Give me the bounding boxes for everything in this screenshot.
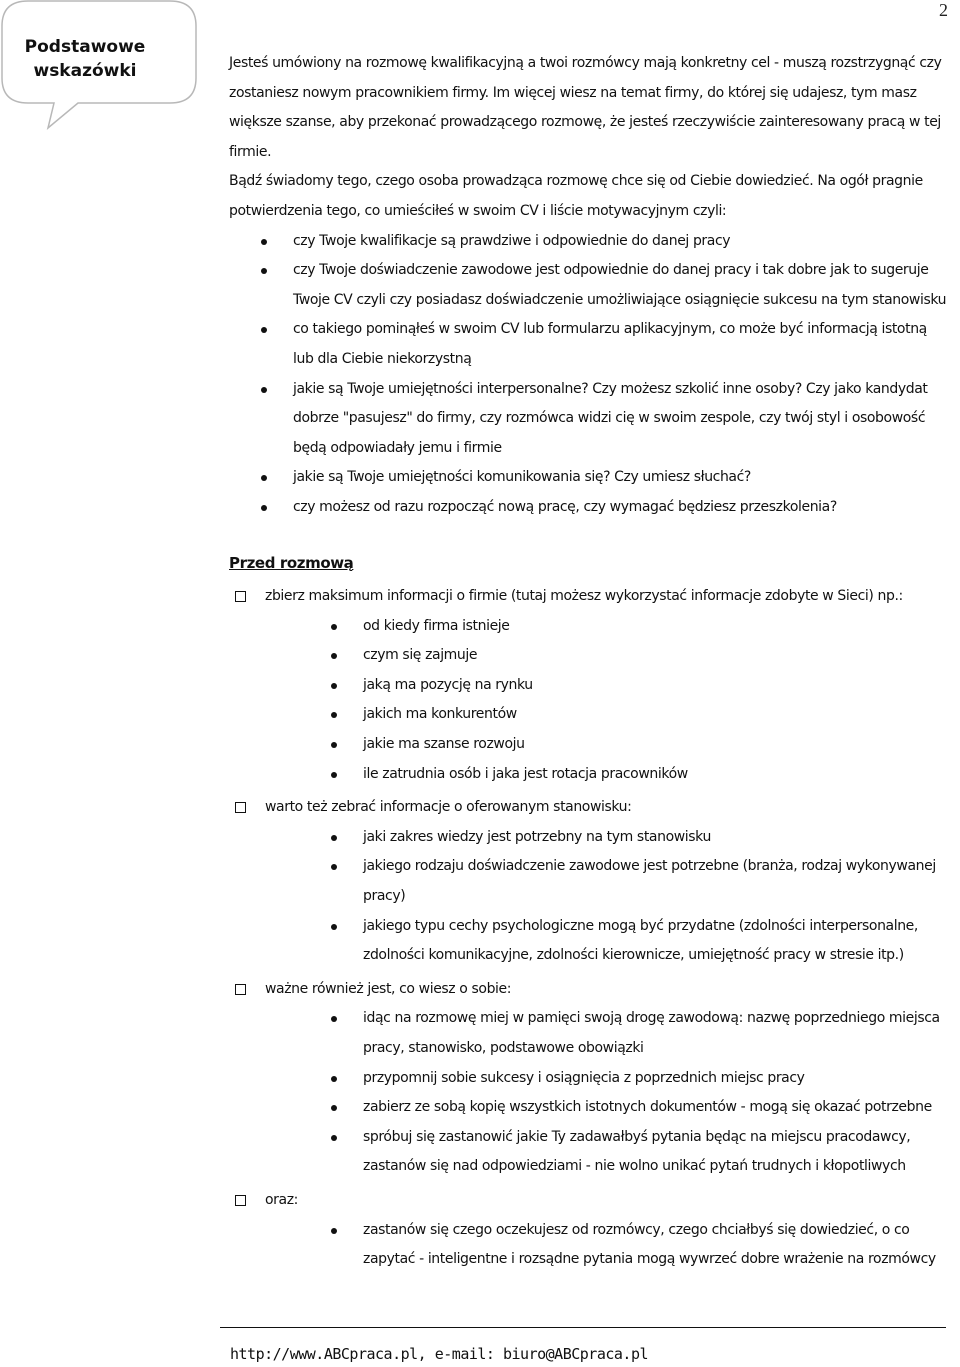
- section-heading: Przed rozmową: [229, 553, 354, 572]
- list-item: jakiego rodzaju doświadczenie zawodowe jest potrzebne (branża, rodzaj wykonywanej pracy): [265, 852, 949, 911]
- list-item: od kiedy firma istnieje: [265, 612, 949, 642]
- checklist-item: [229, 582, 949, 789]
- checkbox-icon: [235, 984, 246, 995]
- main-content: [229, 49, 949, 1275]
- list-item: zastanów się czego oczekujesz od rozmówcy, czego chciałbyś się dowiedzieć, o co zapytać - inteligentne i rozsądne pytania mogą wywrzeć dobre wrażenie na rozmówcy: [265, 1216, 949, 1275]
- list-item: ile zatrudnia osób i jaka jest rotacja pracowników: [265, 760, 949, 790]
- checklist-item-text: oraz:: [265, 1191, 298, 1208]
- list-item: czy możesz od razu rozpocząć nową pracę, czy wymagać będziesz przeszkolenia?: [229, 493, 949, 523]
- checklist-item-text: ważne również jest, co wiesz o sobie:: [265, 980, 512, 997]
- checklist-item: [229, 975, 949, 1182]
- list-item: jaką ma pozycję na rynku: [265, 671, 949, 701]
- list-item: spróbuj się zastanowić jakie Ty zadawałbyś pytania będąc na miejscu pracodawcy, zastanów się nad odpowiedziami - nie wolno unikać pytań trudnych i kłopotliwych: [265, 1123, 949, 1182]
- checkbox-icon: [235, 1195, 246, 1206]
- checklist-item-text: warto też zebrać informacje o oferowanym stanowisku:: [265, 799, 632, 816]
- intro-paragraph-2: Bądź świadomy tego, czego osoba prowadząca rozmowę chce się od Ciebie dowiedzieć. Na ogół pragnie potwierdzenia tego, co umieściłeś w swoim CV i liście motywacyjnym czyli:: [229, 173, 923, 219]
- list-item: co takiego pominąłeś w swoim CV lub formularzu aplikacyjnym, co może być informacją istotną lub dla Ciebie niekorzystną: [229, 315, 949, 374]
- sub-bullet-list: [265, 823, 949, 971]
- checklist-item-text: zbierz maksimum informacji o firmie (tutaj możesz wykorzystać informacje zdobyte w Sieci) np.:: [265, 588, 903, 605]
- list-item: czy Twoje kwalifikacje są prawdziwe i odpowiednie do danej pracy: [229, 227, 949, 257]
- list-item: jakich ma konkurentów: [265, 700, 949, 730]
- sub-bullet-list: [265, 612, 949, 790]
- list-item: czym się zajmuje: [265, 641, 949, 671]
- intro-paragraph-1: Jesteś umówiony na rozmowę kwalifikacyjną a twoi rozmówcy mają konkretny cel - muszą rozstrzygnąć czy zostaniesz nowym pracownikiem firmy. Im więcej wiesz na temat firmy, do której się udajesz, tym masz większe szanse, aby przekonać prowadzącego rozmowę, że jesteś rzeczywiście zainteresowany pracą w tej firmie.: [229, 55, 942, 160]
- callout-line-2: wskazówki: [33, 61, 137, 81]
- page-number: 2: [939, 0, 948, 20]
- list-item: czy Twoje doświadczenie zawodowe jest odpowiednie do danej pracy i tak dobre jak to sugeruje Twoje CV czyli czy posiadasz doświadczenie umożliwiające osiągnięcie sukcesu na tym stanowisku: [229, 256, 949, 315]
- intro-bullet-list: [229, 227, 949, 523]
- callout-title: [0, 35, 170, 83]
- list-item: jakie są Twoje umiejętności interpersonalne? Czy możesz szkolić inne osoby? Czy jako kandydat dobrze "pasujesz" do firmy, czy rozmówca widzi cię w swoim zespole, czy twój styl i osobowość będą odpowiadały jemu i firmie: [229, 375, 949, 464]
- list-item: jakie ma szanse rozwoju: [265, 730, 949, 760]
- checklist-item: [229, 1186, 949, 1275]
- footer-divider: [220, 1327, 946, 1328]
- callout-bubble: [0, 0, 200, 130]
- checklist-item: [229, 793, 949, 971]
- list-item: przypomnij sobie sukcesy i osiągnięcia z poprzednich miejsc pracy: [265, 1064, 949, 1094]
- footer-contact: http://www.ABCpraca.pl, e-mail: biuro@ABCpraca.pl: [230, 1345, 649, 1363]
- checkbox-icon: [235, 591, 246, 602]
- list-item: jakiego typu cechy psychologiczne mogą być przydatne (zdolności interpersonalne, zdolności komunikacyjne, zdolności kierownicze, umiejętność pracy w stresie itp.): [265, 912, 949, 971]
- sub-bullet-list: [265, 1216, 949, 1275]
- list-item: jaki zakres wiedzy jest potrzebny na tym stanowisku: [265, 823, 949, 853]
- list-item: idąc na rozmowę miej w pamięci swoją drogę zawodową: nazwę poprzedniego miejsca pracy, stanowisko, podstawowe obowiązki: [265, 1004, 949, 1063]
- sub-bullet-list: [265, 1004, 949, 1182]
- callout-line-1: Podstawowe: [24, 37, 146, 57]
- list-item: zabierz ze sobą kopię wszystkich istotnych dokumentów - mogą się okazać potrzebne: [265, 1093, 949, 1123]
- checkbox-icon: [235, 802, 246, 813]
- list-item: jakie są Twoje umiejętności komunikowania się? Czy umiesz słuchać?: [229, 463, 949, 493]
